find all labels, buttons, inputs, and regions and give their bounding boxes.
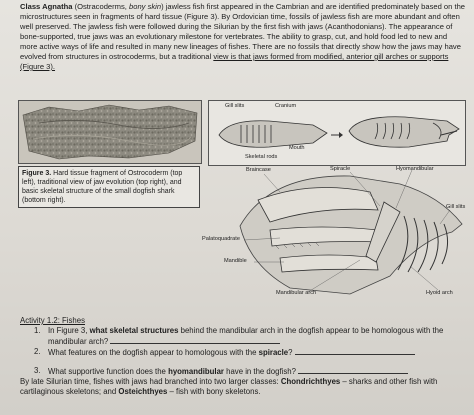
question-emphasis: what skeletal structures [89,326,179,335]
evo-label-mouth: Mouth [289,145,305,151]
question-text: have in the dogfish? [223,367,296,376]
answer-blank[interactable] [295,347,415,355]
activity-section [20,316,466,397]
answer-blank[interactable] [298,366,408,374]
figure-caption [18,166,200,208]
intro-underlined-text: view is that jaws formed from modified, anterior gill arches or supports (Figure 3). [20,52,449,71]
question-2 [20,347,466,358]
figure-3 [18,100,468,308]
ostracoderm-fossil-image [18,100,202,164]
shark-label-palatoquadrate: Palatoquadrate [202,236,240,242]
dogfish-skeleton-diagram [200,166,468,308]
evo-label-skeletal-rods: Skeletal rods [245,154,278,160]
question-3 [20,366,466,377]
shark-label-braincase: Braincase [246,167,271,173]
question-number: 1. [34,326,41,335]
shark-label-hyoid-arch: Hyoid arch [426,290,453,296]
closing-term-osteichthyes: Osteichthyes [118,387,168,396]
shark-label-hyomandibular: Hyomandibular [396,166,434,172]
question-text: behind the mandibular arch in the dogfish appear to be homologous with the mandibular arch? [48,326,444,346]
question-text: What supportive function does the [48,367,169,376]
question-emphasis: hyomandibular [168,367,224,376]
figure-caption-label: Figure 3. [22,170,52,177]
shark-label-mandibular-arch: Mandibular arch [276,290,317,296]
question-number: 3. [34,366,41,375]
intro-heading-paren: (Ostracoderms, [72,2,130,11]
closing-text: – fish with bony skeletons. [167,387,261,396]
answer-blank[interactable] [110,336,280,344]
question-text: In Figure 3, [48,326,90,335]
closing-paragraph [20,377,466,397]
evo-label-cranium: Cranium [275,103,297,109]
evo-label-gill-slits: Gill slits [225,103,245,109]
intro-heading: Class Agnatha [20,2,73,11]
shark-label-spiracle: Spiracle [330,166,351,172]
question-text: What features on the dogfish appear to homologous with the [48,348,259,357]
question-emphasis: spiracle [258,348,289,357]
activity-title: Activity 1.2: Fishes [20,316,85,325]
figure-caption-text: Hard tissue fragment of Ostrocoderm (top left), traditional view of jaw evolution (top right), and basic skeletal structure of the small dogfish shark (bottom right). [22,170,183,204]
intro-text: ) jawless fish first appeared in the Cambrian and are identified predominately based on the microstructures seen in fragments of hard tissue (Figure 3). By Ordovician time, fossils of jawless fish are more abundant and often well preserved. The jawless fish were followed during the Silurian by the first fish with jaws (Acanthodonians). The appearance of bone-supported, true jaws was an evolutionary milestone for vertebrates. The ability to grasp, cut, and hold food led to new and more active ways of life and resulted in many new lineages of fishes. There are no fossils that directly show how the jaws may have evolved from structures in ostrocoderms, but a traditional [20,2,466,61]
shark-label-mandible: Mandible [224,258,247,264]
closing-text: – sharks and other fish with cartilaginous skeletons; and [20,377,438,396]
question-text: ? [288,348,293,357]
closing-term-chondrichthyes: Chondrichthyes [280,377,341,386]
intro-paragraph [20,2,466,72]
question-1 [20,326,466,347]
closing-text: By late Silurian time, fishes with jaws had branched into two larger classes: [20,377,281,386]
intro-heading-italic: bony skin [129,2,162,11]
question-number: 2. [34,347,41,356]
jaw-evolution-diagram [208,100,466,166]
shark-label-gill-slits: Gill slits [446,204,466,210]
